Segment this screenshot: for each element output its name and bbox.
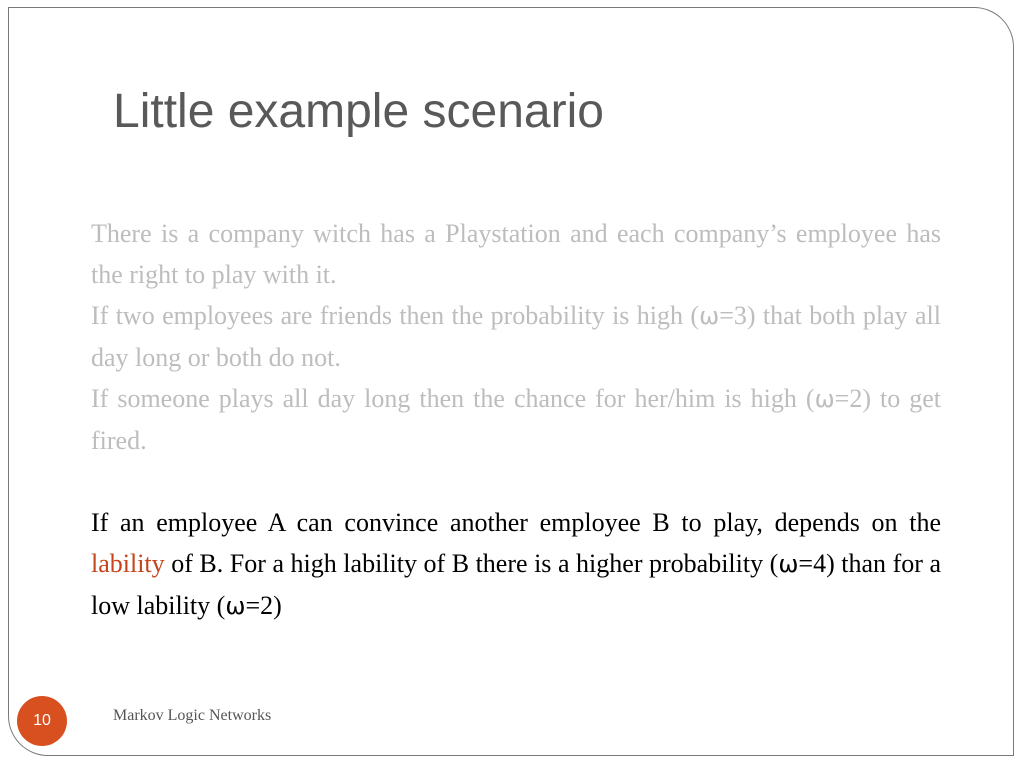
slide-title: Little example scenario bbox=[113, 85, 604, 138]
paragraph-text: There is a company witch has a Playstation and each company’s employee has the right to play with it. bbox=[91, 219, 941, 289]
paragraph-friends-rule bbox=[91, 295, 941, 378]
paragraph-text: =2) bbox=[245, 591, 282, 620]
paragraph-text: =2) to get fired. bbox=[91, 384, 941, 455]
paragraph-text: =3) that both play all day long or both do not. bbox=[91, 301, 941, 372]
page-number: 10 bbox=[33, 712, 51, 729]
highlighted-term-lability: lability bbox=[91, 549, 165, 578]
paragraph-text: of B. For a high lability of B there is a higher probability ( bbox=[164, 549, 779, 578]
footer-text: Markov Logic Networks bbox=[113, 707, 272, 724]
omega-symbol: ω bbox=[699, 302, 720, 330]
omega-symbol: ω bbox=[778, 550, 799, 578]
paragraph-company-playstation bbox=[91, 213, 941, 295]
paragraph-text: If two employees are friends then the probability is high ( bbox=[91, 301, 700, 330]
page-number-badge bbox=[17, 696, 67, 746]
omega-symbol: ω bbox=[225, 592, 246, 620]
paragraph-text: If an employee A can convince another employee B to play, depends on the bbox=[91, 508, 941, 537]
omega-symbol: ω bbox=[814, 385, 835, 413]
paragraph-text: If someone plays all day long then the chance for her/him is high ( bbox=[91, 384, 815, 413]
slide-body bbox=[91, 213, 941, 627]
paragraph-lability-rule bbox=[91, 502, 941, 627]
paragraph-fired-rule bbox=[91, 378, 941, 461]
paragraph-text: =4) than for a low lability ( bbox=[91, 549, 941, 620]
paragraph-spacer bbox=[91, 461, 941, 502]
